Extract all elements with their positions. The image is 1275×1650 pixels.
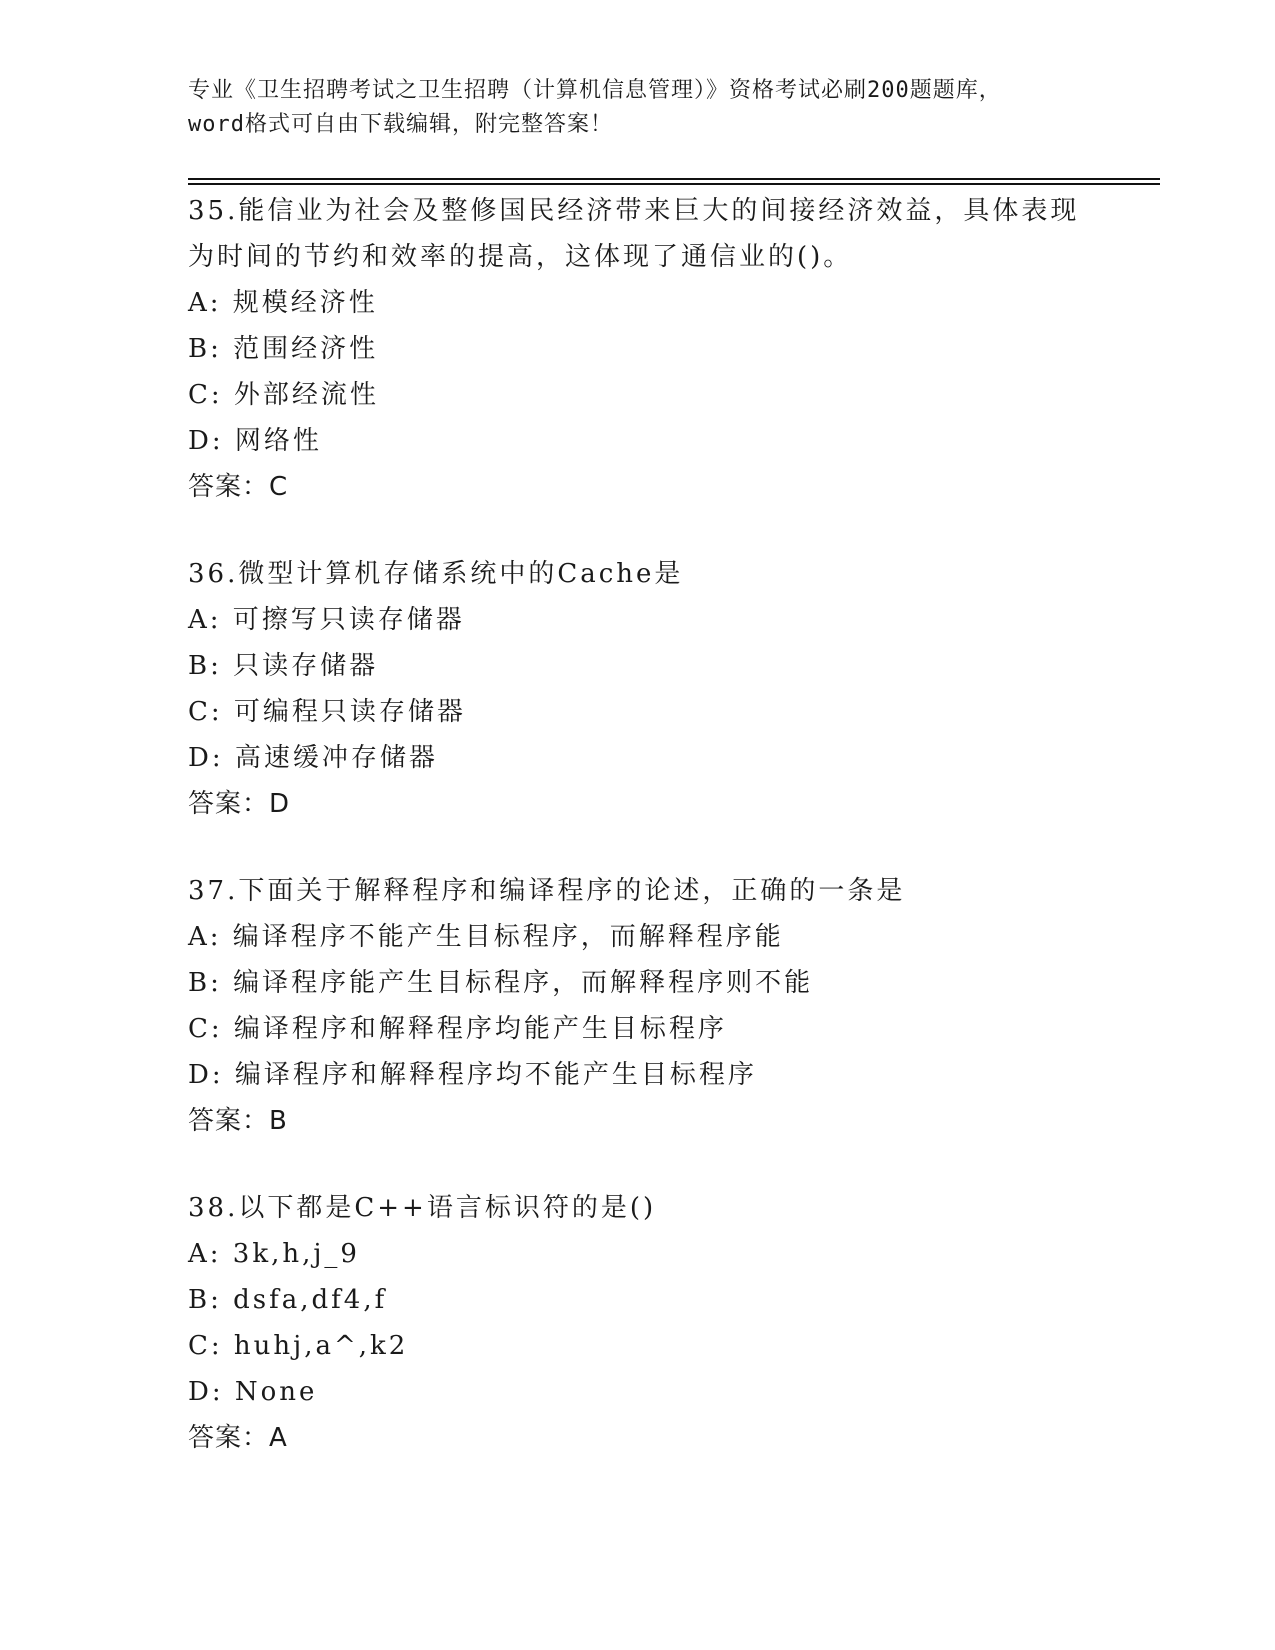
question-stem: 35.能信业为社会及整修国民经济带来巨大的间接经济效益，具体表现 [188,196,1080,226]
answer-label: 答案：A [188,1423,288,1453]
option-b: B: dsfa,df4,f [188,1285,388,1315]
option-c: C: 外部经流性 [188,380,379,410]
question-stem: 37.下面关于解释程序和编译程序的论述，正确的一条是 [188,876,906,906]
answer-label: 答案：B [188,1106,288,1136]
option-a: A: 3k,h,j_9 [188,1239,360,1269]
option-b: B: 编译程序能产生目标程序，而解释程序则不能 [188,968,814,998]
option-b: B: 范围经济性 [188,334,379,364]
option-a: A: 编译程序不能产生目标程序，而解释程序能 [188,922,784,952]
question-38 [188,1185,1088,1461]
option-c: C: huhj,a^,k2 [188,1331,409,1361]
answer-label: 答案：D [188,789,291,819]
option-a: A: 规模经济性 [188,288,378,318]
question-stem: 36.微型计算机存储系统中的Cache是 [188,559,684,589]
header-divider-top [188,178,1160,180]
document-header [188,74,1088,142]
question-list [188,188,1088,1502]
option-d: D: 网络性 [188,426,322,456]
header-line-2: word格式可自由下载编辑，附完整答案！ [188,112,613,137]
option-c: C: 可编程只读存储器 [188,697,466,727]
question-stem-continued: 为时间的节约和效率的提高，这体现了通信业的()。 [188,242,853,272]
header-divider-bottom [188,183,1160,185]
option-a: A: 可擦写只读存储器 [188,605,465,635]
question-36 [188,551,1088,827]
answer-label: 答案：C [188,472,289,502]
option-d: D: 编译程序和解释程序均不能产生目标程序 [188,1060,757,1090]
option-d: D: 高速缓冲存储器 [188,743,438,773]
header-line-1: 专业《卫生招聘考试之卫生招聘（计算机信息管理）》资格考试必刷200题题库， [188,78,1002,103]
question-35 [188,188,1088,510]
option-b: B: 只读存储器 [188,651,379,681]
question-37 [188,868,1088,1144]
question-stem: 38.以下都是C++语言标识符的是() [188,1193,657,1223]
option-d: D: None [188,1377,318,1407]
option-c: C: 编译程序和解释程序均能产生目标程序 [188,1014,727,1044]
